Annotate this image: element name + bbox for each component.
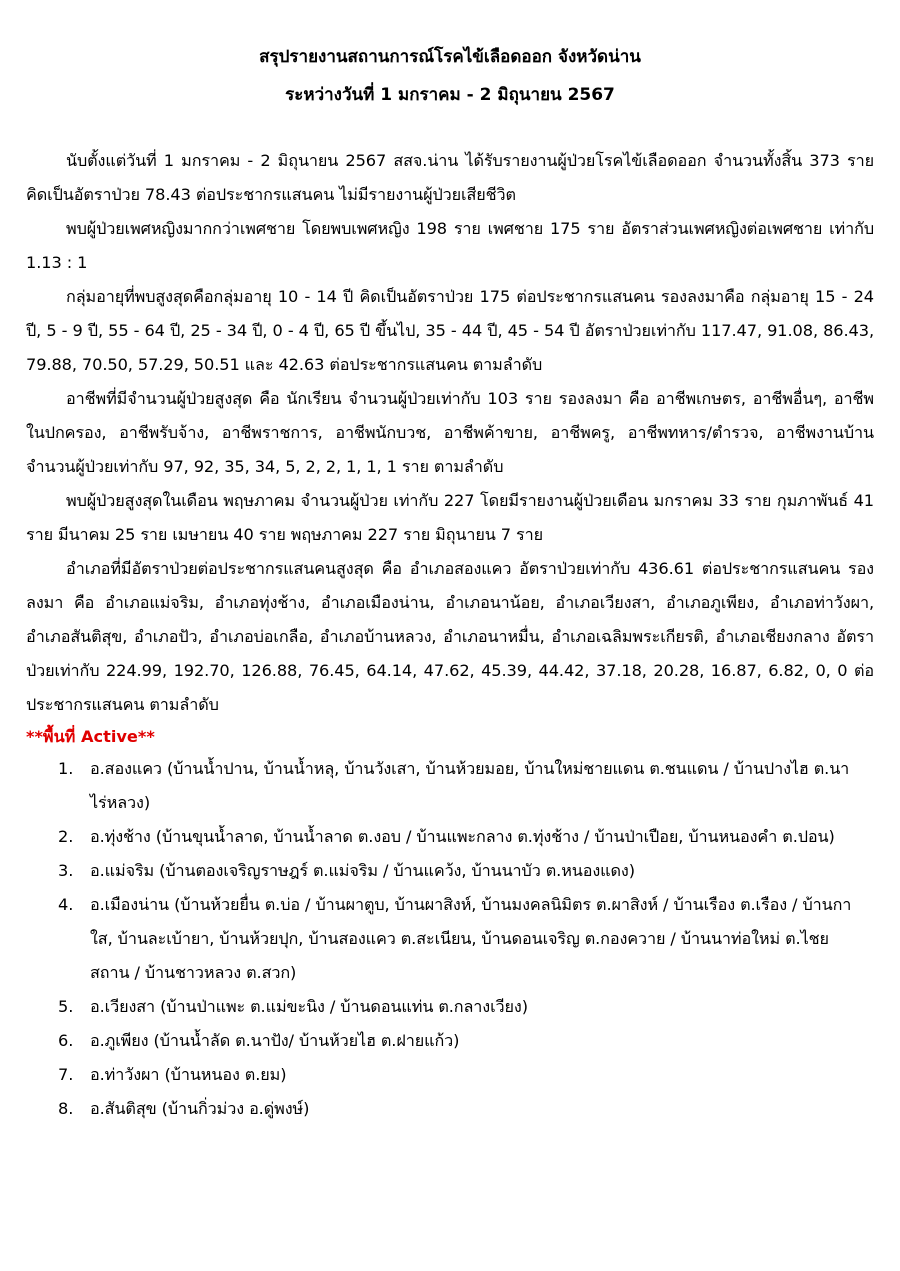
paragraph-summary: นับตั้งแต่วันที่ 1 มกราคม - 2 มิถุนายน 2567 สสจ.น่าน ได้รับรายงานผู้ป่วยโรคไข้เลือดออก จำนวนทั้งสิ้น 373 ราย คิดเป็นอัตราป่วย 78.43 ต่อประชากรแสนคน ไม่มีรายงานผู้ป่วยเสียชีวิต	[26, 151, 874, 204]
paragraph-gender: พบผู้ป่วยเพศหญิงมากกว่าเพศชาย โดยพบเพศหญิง 198 ราย เพศชาย 175 ราย อัตราส่วนเพศหญิงต่อเพศชาย เท่ากับ 1.13 : 1	[26, 219, 874, 272]
list-item-text: อ.สันติสุข (บ้านกิ่วม่วง อ.ดู่พงษ์)	[90, 1099, 310, 1118]
list-item-number: 3.	[58, 861, 74, 880]
list-item-text: อ.แม่จริม (บ้านตองเจริญราษฎร์ ต.แม่จริม / บ้านแคว้ง, บ้านนาบัว ต.หนองแดง)	[90, 861, 635, 880]
paragraph-occupation: อาชีพที่มีจำนวนผู้ป่วยสูงสุด คือ นักเรียน จำนวนผู้ป่วยเท่ากับ 103 ราย รองลงมา คือ อาชีพเกษตร, อาชีพอื่นๆ, อาชีพในปกครอง, อาชีพรับจ้าง, อาชีพราชการ, อาชีพนักบวช, อาชีพค้าขาย, อาชีพครู, อาชีพทหาร/ตำรวจ, อาชีพงานบ้าน จำนวนผู้ป่วยเท่ากับ 97, 92, 35, 34, 5, 2, 2, 1, 1, 1 ราย ตามลำดับ	[26, 389, 874, 476]
list-item-number: 6.	[58, 1031, 74, 1050]
title-block	[26, 38, 874, 114]
list-item	[26, 752, 874, 820]
paragraph-month: พบผู้ป่วยสูงสุดในเดือน พฤษภาคม จำนวนผู้ป่วย เท่ากับ 227 โดยมีรายงานผู้ป่วยเดือน มกราคม 33 ราย กุมภาพันธ์ 41 ราย มีนาคม 25 ราย เมษายน 40 ราย พฤษภาคม 227 ราย มิถุนายน 7 ราย	[26, 491, 874, 544]
list-item-number: 7.	[58, 1065, 74, 1084]
list-item-text: อ.เมืองน่าน (บ้านห้วยยื่น ต.บ่อ / บ้านผาตูบ, บ้านผาสิงห์, บ้านมงคลนิมิตร ต.ผาสิงห์ / บ้านเรือง ต.เรือง / บ้านกาใส, บ้านละเบ้ายา, บ้านห้วยปุก, บ้านสองแคว ต.สะเนียน, บ้านดอนเจริญ ต.กองควาย / บ้านนาท่อใหม่ ต.ไชยสถาน / บ้านชาวหลวง ต.สวก)	[90, 895, 852, 982]
list-item-number: 4.	[58, 895, 74, 914]
list-item-text: อ.สองแคว (บ้านน้ำปาน, บ้านน้ำหลุ, บ้านวังเสา, บ้านห้วยมอย, บ้านใหม่ชายแดน ต.ชนแดน / บ้านปางไฮ ต.นาไร่หลวง)	[90, 759, 850, 812]
list-item	[26, 990, 874, 1024]
list-item-text: อ.ทุ่งช้าง (บ้านขุนน้ำลาด, บ้านน้ำลาด ต.งอบ / บ้านแพะกลาง ต.ทุ่งช้าง / บ้านป่าเปือย, บ้านหนองคำ ต.ปอน)	[90, 827, 835, 846]
list-item-text: อ.ท่าวังผา (บ้านหนอง ต.ยม)	[90, 1065, 287, 1084]
list-item-number: 1.	[58, 759, 74, 778]
list-item	[26, 1058, 874, 1092]
paragraph-age-group: กลุ่มอายุที่พบสูงสุดคือกลุ่มอายุ 10 - 14 ปี คิดเป็นอัตราป่วย 175 ต่อประชากรแสนคน รองลงมาคือ กลุ่มอายุ 15 - 24 ปี, 5 - 9 ปี, 55 - 64 ปี, 25 - 34 ปี, 0 - 4 ปี, 65 ปี ขึ้นไป, 35 - 44 ปี, 45 - 54 ปี อัตราป่วยเท่ากับ 117.47, 91.08, 86.43, 79.88, 70.50, 57.29, 50.51 และ 42.63 ต่อประชากรแสนคน ตามลำดับ	[26, 287, 874, 374]
list-item	[26, 1024, 874, 1058]
list-item	[26, 854, 874, 888]
list-item	[26, 820, 874, 854]
list-item-number: 2.	[58, 827, 74, 846]
list-item-text: อ.เวียงสา (บ้านป่าแพะ ต.แม่ขะนิง / บ้านดอนแท่น ต.กลางเวียง)	[90, 997, 528, 1016]
active-area-list	[26, 752, 874, 1126]
paragraph-district: อำเภอที่มีอัตราป่วยต่อประชากรแสนคนสูงสุด คือ อำเภอสองแคว อัตราป่วยเท่ากับ 436.61 ต่อประชากรแสนคน รองลงมา คือ อำเภอแม่จริม, อำเภอทุ่งช้าง, อำเภอเมืองน่าน, อำเภอนาน้อย, อำเภอเวียงสา, อำเภอภูเพียง, อำเภอท่าวังผา, อำเภอสันติสุข, อำเภอปัว, อำเภอบ่อเกลือ, อำเภอบ้านหลวง, อำเภอนาหมื่น, อำเภอเฉลิมพระเกียรติ, อำเภอเชียงกลาง อัตราป่วยเท่ากับ 224.99, 192.70, 126.88, 76.45, 64.14, 47.62, 45.39, 44.42, 37.18, 20.28, 16.87, 6.82, 0, 0 ต่อประชากรแสนคน ตามลำดับ	[26, 559, 874, 714]
list-item	[26, 1092, 874, 1126]
list-item-text: อ.ภูเพียง (บ้านน้ำลัด ต.นาปัง/ บ้านห้วยไฮ ต.ฝายแก้ว)	[90, 1031, 460, 1050]
document-subtitle: ระหว่างวันที่ 1 มกราคม - 2 มิถุนายน 2567	[285, 85, 615, 105]
active-area-heading: **พื้นที่ Active**	[26, 727, 155, 746]
document-title: สรุปรายงานสถานการณ์โรคไข้เลือดออก จังหวัดน่าน	[259, 47, 641, 67]
list-item-number: 8.	[58, 1099, 74, 1118]
list-item	[26, 888, 874, 990]
list-item-number: 5.	[58, 997, 74, 1016]
